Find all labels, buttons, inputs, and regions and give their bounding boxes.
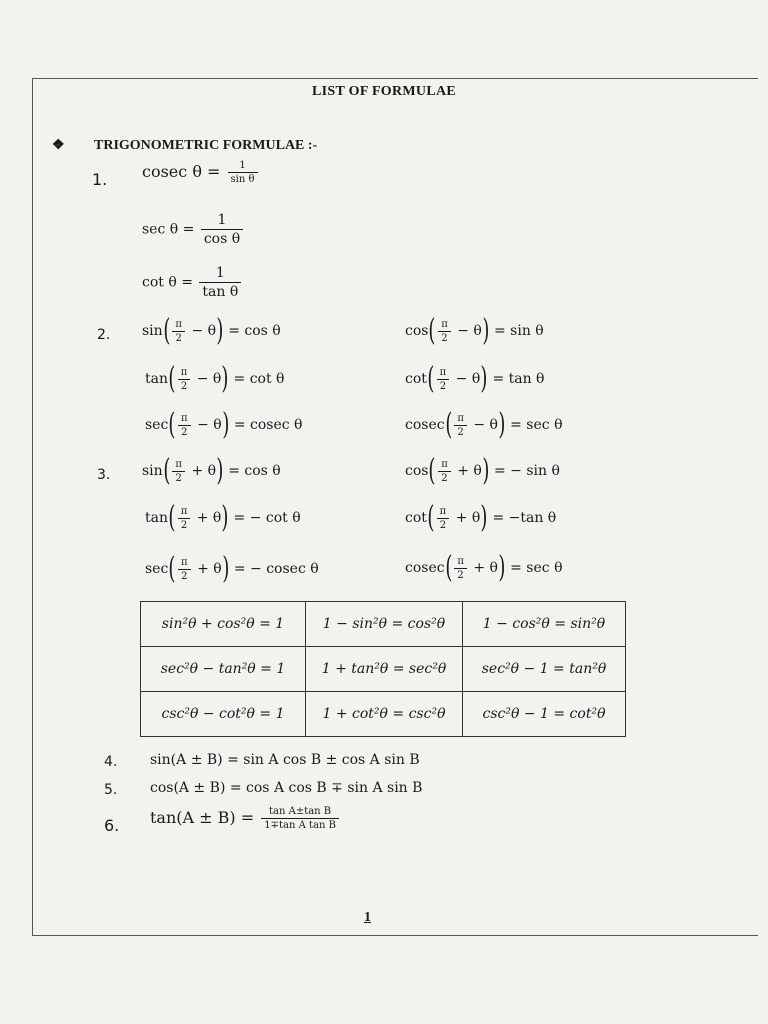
- fraction-num: π: [172, 459, 185, 472]
- paren-open: (: [163, 453, 171, 488]
- paren-close: ): [480, 500, 488, 535]
- formula-lhs: tan(A ± B) =: [150, 808, 255, 827]
- fn-arg: − θ: [197, 417, 222, 433]
- formula-cot-supplement: [405, 500, 557, 535]
- fraction-den: cos θ: [203, 231, 241, 247]
- formula-rhs: = − cot θ: [233, 510, 301, 526]
- paren-close: ): [216, 453, 224, 488]
- item-number-5: 5.: [104, 782, 118, 798]
- formula-rhs: = −tan θ: [492, 510, 557, 526]
- formula-rhs: = tan θ: [492, 371, 545, 387]
- fn-name: tan: [145, 510, 168, 526]
- page-number: 1: [364, 910, 371, 925]
- formula-cos-supplement: [405, 453, 560, 488]
- fraction-den: 2: [175, 332, 182, 344]
- section-heading-text: TRIGONOMETRIC FORMULAE :-: [94, 138, 318, 153]
- fraction-num: π: [454, 556, 467, 569]
- paren-open: (: [168, 361, 176, 396]
- fn-arg: + θ: [473, 560, 498, 576]
- fraction-pi-over-2: [454, 556, 467, 581]
- fraction-pi-over-2: [437, 506, 450, 531]
- item-number-4: 4.: [104, 754, 118, 770]
- page-title: LIST OF FORMULAE: [311, 84, 457, 99]
- paren-open: (: [168, 500, 176, 535]
- fraction-den: 2: [439, 519, 447, 531]
- formula-sec-complement: [145, 407, 303, 442]
- fn-name: cosec: [405, 417, 445, 433]
- formula-rhs: = − cosec θ: [233, 561, 319, 577]
- section-heading: [52, 137, 317, 154]
- paren-close: ): [480, 361, 488, 396]
- formula-sec: [142, 212, 245, 247]
- item-number-2: 2.: [97, 327, 111, 343]
- fraction-pi-over-2: [178, 367, 191, 392]
- formula-rhs: = cot θ: [233, 371, 285, 387]
- paren-close: ): [222, 551, 230, 586]
- fn-arg: + θ: [457, 463, 482, 479]
- fraction-pi-over-2: [172, 459, 185, 484]
- fraction-pi-over-2: [438, 319, 451, 344]
- fn-arg: + θ: [197, 561, 222, 577]
- paren-close: ): [498, 550, 506, 585]
- table-cell: 1 + cot²θ = csc²θ: [306, 692, 463, 737]
- fn-name: sin: [142, 463, 163, 479]
- fn-arg: − θ: [191, 323, 217, 339]
- paren-close: ): [482, 453, 490, 488]
- fraction-num: 1: [228, 160, 258, 173]
- formula-tan-supplement: [145, 500, 301, 535]
- fn-name: cos: [405, 463, 429, 479]
- fraction-pi-over-2: [172, 319, 185, 344]
- paren-open: (: [427, 361, 435, 396]
- fn-name: cos: [405, 323, 429, 339]
- fn-arg: − θ: [457, 323, 482, 339]
- formula-lhs: sec θ =: [142, 221, 195, 238]
- paren-close: ): [498, 407, 506, 442]
- table-row: [141, 647, 626, 692]
- item-number-1: 1.: [92, 170, 108, 189]
- formula-lhs: cot θ =: [142, 274, 193, 291]
- fraction-num: π: [178, 506, 191, 519]
- fraction-pi-over-2: [178, 506, 191, 531]
- table-cell: 1 − cos²θ = sin²θ: [463, 602, 626, 647]
- fraction-den: 2: [439, 380, 447, 392]
- fraction: [199, 265, 241, 300]
- fraction-den: tan θ: [202, 284, 239, 300]
- fraction-den: 2: [180, 519, 188, 531]
- fn-name: sin: [142, 323, 163, 339]
- fraction-den: sin θ: [230, 174, 255, 185]
- fn-arg: + θ: [196, 510, 222, 526]
- formula-rhs: = − sin θ: [494, 463, 560, 479]
- fraction-pi-over-2: [178, 557, 191, 582]
- fn-name: cot: [405, 371, 427, 387]
- formula-cot: [142, 265, 243, 300]
- table-cell: 1 − sin²θ = cos²θ: [306, 602, 463, 647]
- formula-rhs: = sec θ: [510, 417, 563, 433]
- paren-open: (: [163, 313, 171, 348]
- formula-cos-sum: cos(A ± B) = cos A cos B ∓ sin A sin B: [150, 780, 423, 796]
- fraction-num: π: [178, 367, 191, 380]
- fn-arg: + θ: [455, 510, 481, 526]
- fraction-num: π: [454, 413, 467, 426]
- fraction-den: 2: [441, 472, 448, 484]
- fraction-num: π: [178, 413, 191, 426]
- formula-rhs: = sin θ: [494, 323, 544, 339]
- table-cell: csc²θ − 1 = cot²θ: [463, 692, 626, 737]
- table-row: [141, 602, 626, 647]
- paren-close: ): [221, 500, 229, 535]
- paren-close: ): [482, 313, 490, 348]
- fraction-pi-over-2: [438, 459, 451, 484]
- fraction-num: π: [437, 367, 450, 380]
- fraction-num: π: [438, 459, 451, 472]
- fn-name: cot: [405, 510, 427, 526]
- formula-sin-sum: sin(A ± B) = sin A cos B ± cos A sin B: [150, 752, 420, 768]
- paren-open: (: [168, 551, 176, 586]
- fraction-num: tan A±tan B: [261, 806, 339, 819]
- formula-rhs: = sec θ: [510, 560, 563, 576]
- fraction-den: 2: [181, 426, 188, 438]
- fraction-den: 2: [181, 570, 188, 582]
- formula-cosec-complement: [405, 407, 563, 442]
- formula-cosec-supplement: [405, 550, 563, 585]
- fraction-pi-over-2: [454, 413, 467, 438]
- fraction-num: π: [172, 319, 185, 332]
- fraction-num: π: [438, 319, 451, 332]
- fraction: [261, 806, 339, 831]
- fraction-den: 2: [441, 332, 448, 344]
- fraction-num: 1: [199, 265, 241, 283]
- fraction-den: 2: [180, 380, 188, 392]
- fraction-num: π: [178, 557, 191, 570]
- fraction-pi-over-2: [178, 413, 191, 438]
- formula-rhs: = cos θ: [228, 463, 281, 479]
- formula-tan-sum: [150, 806, 341, 831]
- fraction-num: 1: [201, 212, 243, 230]
- table-cell: sec²θ − 1 = tan²θ: [463, 647, 626, 692]
- paren-open: (: [428, 453, 436, 488]
- fraction: [201, 212, 243, 247]
- paren-open: (: [428, 313, 436, 348]
- formula-lhs: cosec θ =: [142, 162, 221, 181]
- table-cell: 1 + tan²θ = sec²θ: [306, 647, 463, 692]
- fraction-den: 2: [457, 569, 464, 581]
- fn-arg: − θ: [196, 371, 222, 387]
- fraction-den: 2: [457, 426, 464, 438]
- fn-name: cosec: [405, 560, 445, 576]
- table-cell: sin²θ + cos²θ = 1: [141, 602, 306, 647]
- fn-name: tan: [145, 371, 168, 387]
- table-cell: csc²θ − cot²θ = 1: [141, 692, 306, 737]
- table-cell: sec²θ − tan²θ = 1: [141, 647, 306, 692]
- item-number-6: 6.: [104, 816, 120, 835]
- paren-close: ): [216, 313, 224, 348]
- paren-open: (: [444, 407, 452, 442]
- formula-sec-supplement: [145, 551, 319, 586]
- formula-cot-complement: [405, 361, 545, 396]
- formula-sin-complement: [142, 313, 281, 348]
- table-row: [141, 692, 626, 737]
- formula-rhs: = cosec θ: [233, 417, 303, 433]
- fraction-pi-over-2: [437, 367, 450, 392]
- formula-cosec: [142, 160, 260, 185]
- item-number-3: 3.: [97, 467, 111, 483]
- paren-open: (: [168, 407, 176, 442]
- page-border: [32, 78, 758, 936]
- fn-name: sec: [145, 417, 169, 433]
- fraction-num: π: [437, 506, 450, 519]
- fn-arg: + θ: [191, 463, 217, 479]
- fn-name: sec: [145, 561, 169, 577]
- fraction-den: 2: [175, 472, 182, 484]
- formula-sin-supplement: [142, 453, 281, 488]
- fraction: [228, 160, 258, 185]
- formula-tan-complement: [145, 361, 285, 396]
- paren-close: ): [221, 361, 229, 396]
- formula-cos-complement: [405, 313, 544, 348]
- paren-open: (: [427, 500, 435, 535]
- identities-table: [140, 601, 626, 737]
- bullet-icon: ❖: [52, 138, 65, 153]
- fraction-den: 1∓tan A tan B: [264, 820, 336, 831]
- formula-rhs: = cos θ: [228, 323, 281, 339]
- paren-close: ): [222, 407, 230, 442]
- fn-arg: − θ: [455, 371, 481, 387]
- paren-open: (: [444, 550, 452, 585]
- fn-arg: − θ: [473, 417, 498, 433]
